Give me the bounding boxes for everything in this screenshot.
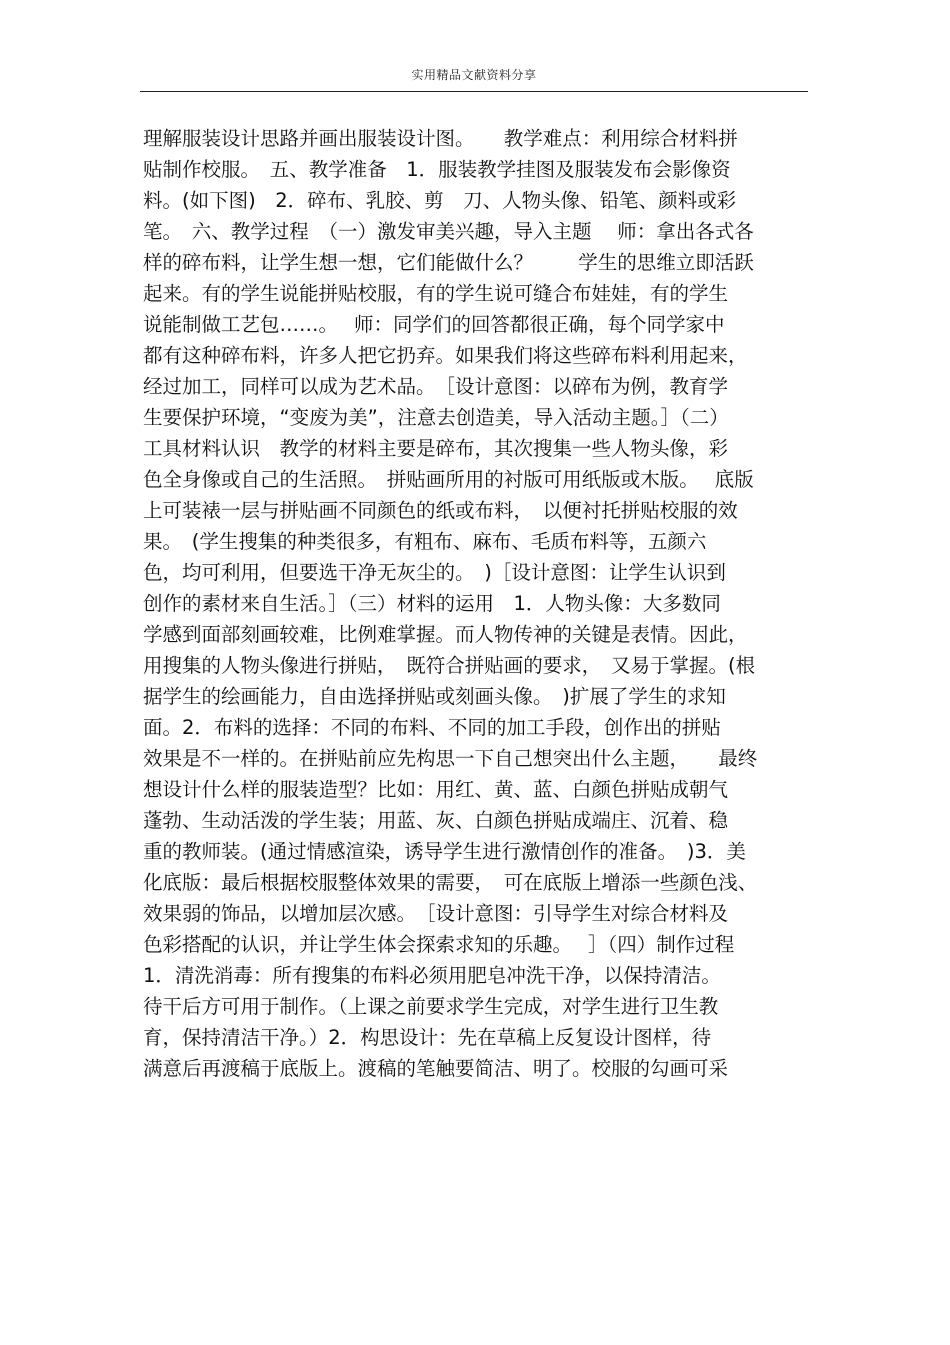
text-line: 创作的素材来自生活。］（三）材料的运用 1．人物头像：大多数同 [143, 592, 721, 615]
text-line: 满意后再渡稿于底版上。渡稿的笔触要简洁、明了。校服的勾画可采 [143, 1057, 729, 1080]
text-line: 效果弱的饰品，以增加层次感。 ［设计意图：引导学生对综合材料及 [143, 902, 729, 925]
text-line: 说能制做工艺包……。 师：同学们的回答都很正确，每个同学家中 [143, 313, 725, 336]
text-line: 学感到面部刻画较难，比例难掌握。而人物传神的关键是表情。因此， [143, 623, 748, 646]
text-line: 工具材料认识 教学的材料主要是碎布，其次搜集一些人物头像，彩 [143, 437, 729, 460]
text-line: 色彩搭配的认识，并让学生体会探索求知的乐趣。 ］（四）制作过程 [143, 933, 735, 956]
text-line: 面。2．布料的选择：不同的布料、不同的加工手段，创作出的拼贴 [143, 716, 721, 739]
text-line: 色全身像或自己的生活照。 拼贴画所用的衬版可用纸版或木版。 底版 [143, 468, 754, 491]
text-line: 育，保持清洁干净。）2．构思设计：先在草稿上反复设计图样，待 [143, 1026, 712, 1049]
text-line: 起来。有的学生说能拼贴校服，有的学生说可缝合布娃娃，有的学生 [143, 282, 729, 305]
text-line: 蓬勃、生动活泼的学生装；用蓝、灰、白颜色拼贴成端庄、沉着、稳 [143, 809, 729, 832]
header-rule [140, 91, 808, 92]
text-line: 效果是不一样的。在拼贴前应先构思一下自己想突出什么主题， 最终 [143, 747, 758, 770]
text-line: 上可装裱一层与拼贴画不同颜色的纸或布料， 以便衬托拼贴校服的效 [143, 499, 738, 522]
page-header: 实用精品文献资料分享 [411, 68, 537, 82]
text-line: 贴制作校服。 五、教学准备 1．服装教学挂图及服装发布会影像资 [143, 158, 731, 181]
text-line: 生要保护环境，“变废为美”，注意去创造美，导入活动主题。］（二） [143, 406, 729, 429]
text-line: 笔。 六、教学过程 （一）激发审美兴趣，导入主题 师：拿出各式各 [143, 220, 754, 243]
text-line: 料。(如下图) 2．碎布、乳胶、剪 刀、人物头像、铅笔、颜料或彩 [143, 189, 737, 212]
text-line: 用搜集的人物头像进行拼贴， 既符合拼贴画的要求， 又易于掌握。(根 [143, 654, 756, 677]
text-line: 样的碎布料，让学生想一想，它们能做什么？ 学生的思维立即活跃 [143, 251, 754, 274]
text-line: 1．清洗消毒：所有搜集的布料必须用肥皂冲洗干净，以保持清洁。 [143, 964, 721, 987]
text-line: 果。 (学生搜集的种类很多，有粗布、麻布、毛质布料等，五颜六 [143, 530, 707, 553]
body-text [143, 123, 823, 1084]
text-line: 想设计什么样的服装造型？比如：用红、黄、蓝、白颜色拼贴成朝气 [143, 778, 729, 801]
text-line: 理解服装设计思路并画出服装设计图。 教学难点：利用综合材料拼 [143, 127, 738, 150]
text-line: 待干后方可用于制作。（上课之前要求学生完成，对学生进行卫生教 [143, 995, 719, 1018]
text-line: 经过加工，同样可以成为艺术品。 ［设计意图：以碎布为例，教育学 [143, 375, 729, 398]
text-line: 化底版：最后根据校服整体效果的需要， 可在底版上增添一些颜色浅、 [143, 871, 758, 894]
text-line: 都有这种碎布料，许多人把它扔弃。如果我们将这些碎布料利用起来， [143, 344, 748, 367]
text-line: 色，均可利用，但要选干净无灰尘的。 )［设计意图：让学生认识到 [143, 561, 726, 584]
text-line: 据学生的绘画能力，自由选择拼贴或刻画头像。 )扩展了学生的求知 [143, 685, 726, 708]
text-line: 重的教师装。(通过情感渲染，诱导学生进行激情创作的准备。 )3．美 [143, 840, 746, 863]
